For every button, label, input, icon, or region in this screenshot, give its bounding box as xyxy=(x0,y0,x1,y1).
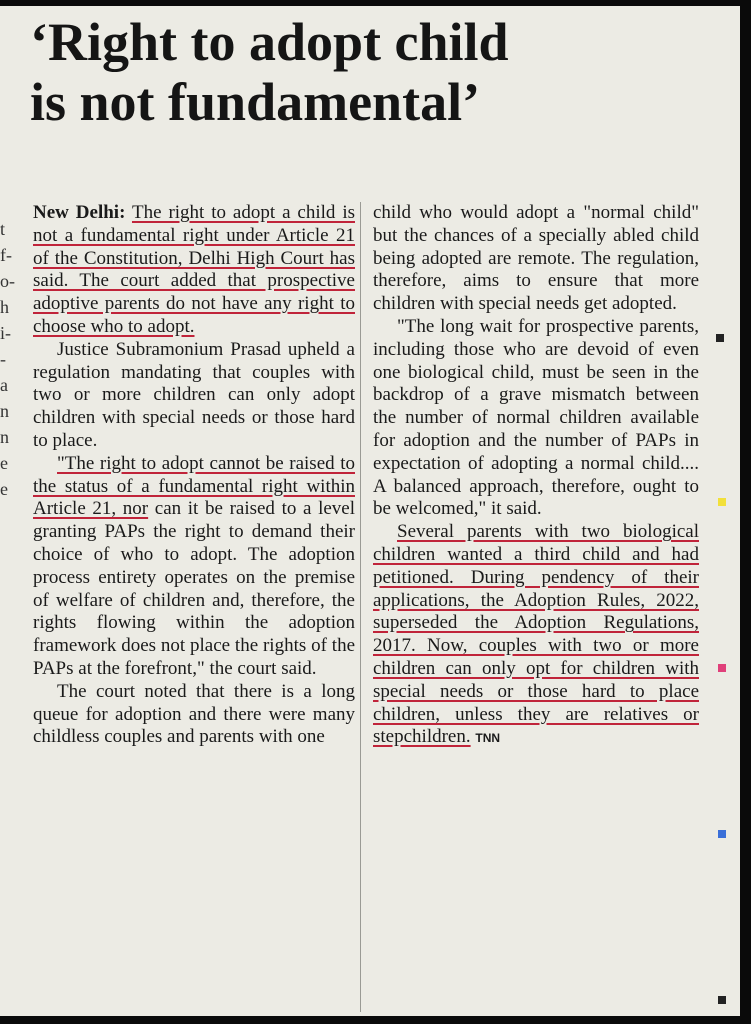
gutter-letter: o- xyxy=(0,271,15,291)
gutter-letter: e xyxy=(0,453,8,473)
headline-line-2: is not fundamental’ xyxy=(30,72,481,132)
dateline: New Delhi: xyxy=(33,202,126,223)
gutter-letter: t xyxy=(0,219,6,239)
paragraph-4: The court noted that there is a long queue for adoption and there were many childless couples and parents with one xyxy=(33,680,355,748)
news-agency-credit: TNN xyxy=(475,731,501,746)
underlined-text: "The right to adopt cannot be raised to the status of a fundamental right within Article 21, nor xyxy=(33,452,355,520)
gutter-letter: f- xyxy=(0,245,12,265)
adjacent-column-fragment xyxy=(0,216,18,502)
paragraph-6: "The long wait for prospective parents, including those who are devoid of even one biological child, must be seen in the backdrop of a grave mismatch between the number of normal children available for adoption and the number of PAPs in expectation of adopting a normal child.... A balanced approach, therefore, ought to be welcomed," it said. xyxy=(373,315,699,520)
gutter-letter: a xyxy=(0,375,8,395)
paragraph-7 xyxy=(373,521,699,750)
paragraph-1 xyxy=(33,202,355,339)
gutter-letter: n xyxy=(0,427,9,447)
underlined-text: Several parents with two biological children wanted a third child and had petitioned. During pendency of their applications, the Adoption Rules, 2022, superseded the Adoption Regulations, 2017. Now, couples with two or more children can only opt for children with special needs or those hard to place children, unless they are relatives or stepchildren. xyxy=(373,521,699,748)
headline xyxy=(30,12,730,132)
edge-marker-yellow xyxy=(718,498,726,506)
edge-marker-blue xyxy=(718,830,726,838)
edge-marker-dark xyxy=(718,996,726,1004)
article-column-2 xyxy=(373,202,699,750)
article-column-1 xyxy=(33,202,355,749)
paragraph-3-rest: can it be raised to a level granting PAPs the right to demand their choice of who to adopt. The adoption process entirety operates on the premise of welfare of children and, therefore, the rights flowing within the adoption framework does not place the rights of the PAPs at the forefront," the court said. xyxy=(33,498,356,679)
underlined-text: The right to adopt a child is not a fundamental right under Article 21 of the Constitution, Delhi High Court has said. The court added that prospective adoptive parents do not have any right to choose who to adopt. xyxy=(33,202,355,337)
paragraph-5: child who would adopt a "normal child" but the chances of a specially abled child being adopted are remote. The regulation, therefore, aims to ensure that more children with special needs get adopted. xyxy=(373,202,699,315)
gutter-letter: n xyxy=(0,401,9,421)
paragraph-3 xyxy=(33,453,355,681)
newspaper-clipping xyxy=(0,6,740,1016)
column-divider xyxy=(360,202,361,1012)
edge-marker-dark xyxy=(716,334,724,342)
gutter-letter: e xyxy=(0,479,8,499)
gutter-letter: - xyxy=(0,349,6,369)
paragraph-2: Justice Subramonium Prasad upheld a regulation mandating that couples with two or more children can only adopt children with special needs or those hard to place. xyxy=(33,338,355,451)
gutter-letter: h xyxy=(0,297,9,317)
edge-marker-pink xyxy=(718,664,726,672)
headline-line-1: ‘Right to adopt child xyxy=(30,12,509,72)
gutter-letter: i- xyxy=(0,323,11,343)
